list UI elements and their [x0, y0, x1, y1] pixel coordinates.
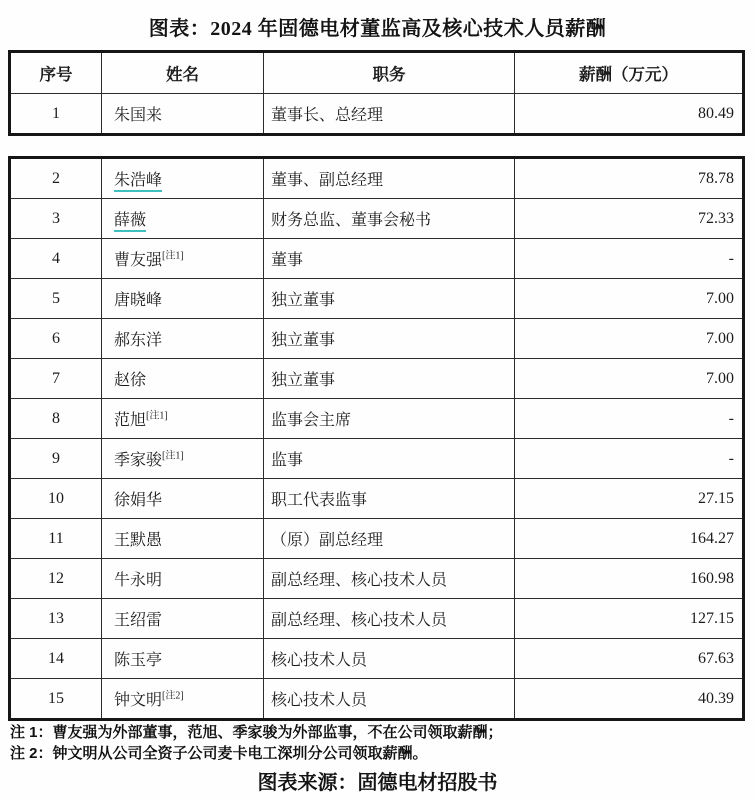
name-cell: [102, 199, 264, 239]
row-number-cell: 9: [10, 439, 102, 479]
person-name: 王绍雷: [114, 612, 163, 629]
row-number-cell: 6: [10, 319, 102, 359]
col-header-position: 职务: [264, 52, 515, 94]
salary-cell: -: [515, 439, 744, 479]
position-cell: 核心技术人员: [264, 679, 515, 720]
person-name: 徐娟华: [114, 492, 163, 509]
name-cell: [102, 519, 264, 559]
person-name: 朱浩峰: [114, 172, 162, 192]
salary-cell: 7.00: [515, 359, 744, 399]
person-name: 范旭: [114, 412, 147, 429]
row-number-cell: 2: [10, 158, 102, 199]
table-row: [10, 359, 744, 399]
position-cell: 独立董事: [264, 319, 515, 359]
table-row: [10, 279, 744, 319]
position-cell: 董事、副总经理: [264, 158, 515, 199]
row-number-cell: 15: [10, 679, 102, 720]
person-name: 唐晓峰: [114, 292, 163, 309]
footnote-marker: [注1]: [162, 450, 184, 462]
name-cell: [102, 94, 264, 135]
salary-table-main: [8, 156, 745, 721]
table-row: [10, 158, 744, 199]
row-number-cell: 12: [10, 559, 102, 599]
name-cell: [102, 599, 264, 639]
position-cell: 财务总监、董事会秘书: [264, 199, 515, 239]
position-cell: 职工代表监事: [264, 479, 515, 519]
name-cell: [102, 319, 264, 359]
table-row: [10, 599, 744, 639]
salary-cell: 7.00: [515, 319, 744, 359]
table-row: [10, 239, 744, 279]
name-cell: [102, 399, 264, 439]
person-name: 陈玉亭: [114, 652, 163, 669]
col-header-salary: 薪酬（万元）: [515, 52, 744, 94]
person-name: 赵徐: [114, 372, 147, 389]
table-row: [10, 399, 744, 439]
person-name: 牛永明: [114, 572, 163, 589]
table-row: [10, 639, 744, 679]
person-name: 曹友强: [114, 252, 163, 269]
footnote-marker: [注2]: [162, 690, 184, 702]
footnote-marker: [注1]: [162, 250, 184, 262]
row-number-cell: 8: [10, 399, 102, 439]
table-row: [10, 559, 744, 599]
name-cell: [102, 639, 264, 679]
table-row: [10, 439, 744, 479]
position-cell: 核心技术人员: [264, 639, 515, 679]
name-cell: [102, 239, 264, 279]
row-number-cell: 3: [10, 199, 102, 239]
position-cell: （原）副总经理: [264, 519, 515, 559]
name-cell: [102, 479, 264, 519]
table-row: [10, 479, 744, 519]
salary-cell: 27.15: [515, 479, 744, 519]
row-number-cell: 5: [10, 279, 102, 319]
position-cell: 副总经理、核心技术人员: [264, 599, 515, 639]
salary-cell: 127.15: [515, 599, 744, 639]
row-number-cell: 11: [10, 519, 102, 559]
row-number-cell: 13: [10, 599, 102, 639]
footnote-2: 注 2：钟文明从公司全资子公司麦卡电工深圳分公司领取薪酬。: [10, 745, 428, 762]
footnote-marker: [注1]: [146, 410, 168, 422]
person-name: 季家骏: [114, 452, 163, 469]
person-name: 郝东洋: [114, 332, 163, 349]
name-cell: [102, 559, 264, 599]
position-cell: 副总经理、核心技术人员: [264, 559, 515, 599]
person-name: 钟文明: [114, 692, 163, 709]
position-cell: 独立董事: [264, 359, 515, 399]
row-number-cell: 4: [10, 239, 102, 279]
chart-source: 图表来源：固德电材招股书: [257, 772, 498, 794]
person-name: 朱国来: [114, 107, 163, 124]
salary-cell: -: [515, 239, 744, 279]
salary-cell: 164.27: [515, 519, 744, 559]
position-cell: 独立董事: [264, 279, 515, 319]
salary-cell: 7.00: [515, 279, 744, 319]
footnote-1: 注 1：曹友强为外部董事，范旭、季家骏为外部监事，不在公司领取薪酬；: [10, 724, 503, 741]
table-row: [10, 679, 744, 720]
name-cell: [102, 679, 264, 720]
position-cell: 监事: [264, 439, 515, 479]
salary-cell: 160.98: [515, 559, 744, 599]
person-name: 王默愚: [114, 532, 163, 549]
table-row: [10, 94, 744, 135]
salary-cell: -: [515, 399, 744, 439]
row-number-cell: 10: [10, 479, 102, 519]
table-row: [10, 199, 744, 239]
name-cell: [102, 359, 264, 399]
salary-cell: 67.63: [515, 639, 744, 679]
header-row: [10, 52, 744, 94]
name-cell: [102, 279, 264, 319]
position-cell: 董事: [264, 239, 515, 279]
salary-cell: 40.39: [515, 679, 744, 720]
col-header-name: 姓名: [102, 52, 264, 94]
salary-cell: 78.78: [515, 158, 744, 199]
row-number-cell: 7: [10, 359, 102, 399]
position-cell: 监事会主席: [264, 399, 515, 439]
position-cell: 董事长、总经理: [264, 94, 515, 135]
footnotes: [10, 722, 745, 764]
chart-title: 图表：2024 年固德电材董监高及核心技术人员薪酬: [148, 18, 607, 40]
col-header-no: 序号: [10, 52, 102, 94]
salary-table-top: [8, 50, 745, 136]
name-cell: [102, 439, 264, 479]
table-row: [10, 319, 744, 359]
name-cell: [102, 158, 264, 199]
table-row: [10, 519, 744, 559]
salary-cell: 80.49: [515, 94, 744, 135]
salary-cell: 72.33: [515, 199, 744, 239]
row-number-cell: 14: [10, 639, 102, 679]
person-name: 薛薇: [114, 212, 146, 232]
row-number-cell: 1: [10, 94, 102, 135]
